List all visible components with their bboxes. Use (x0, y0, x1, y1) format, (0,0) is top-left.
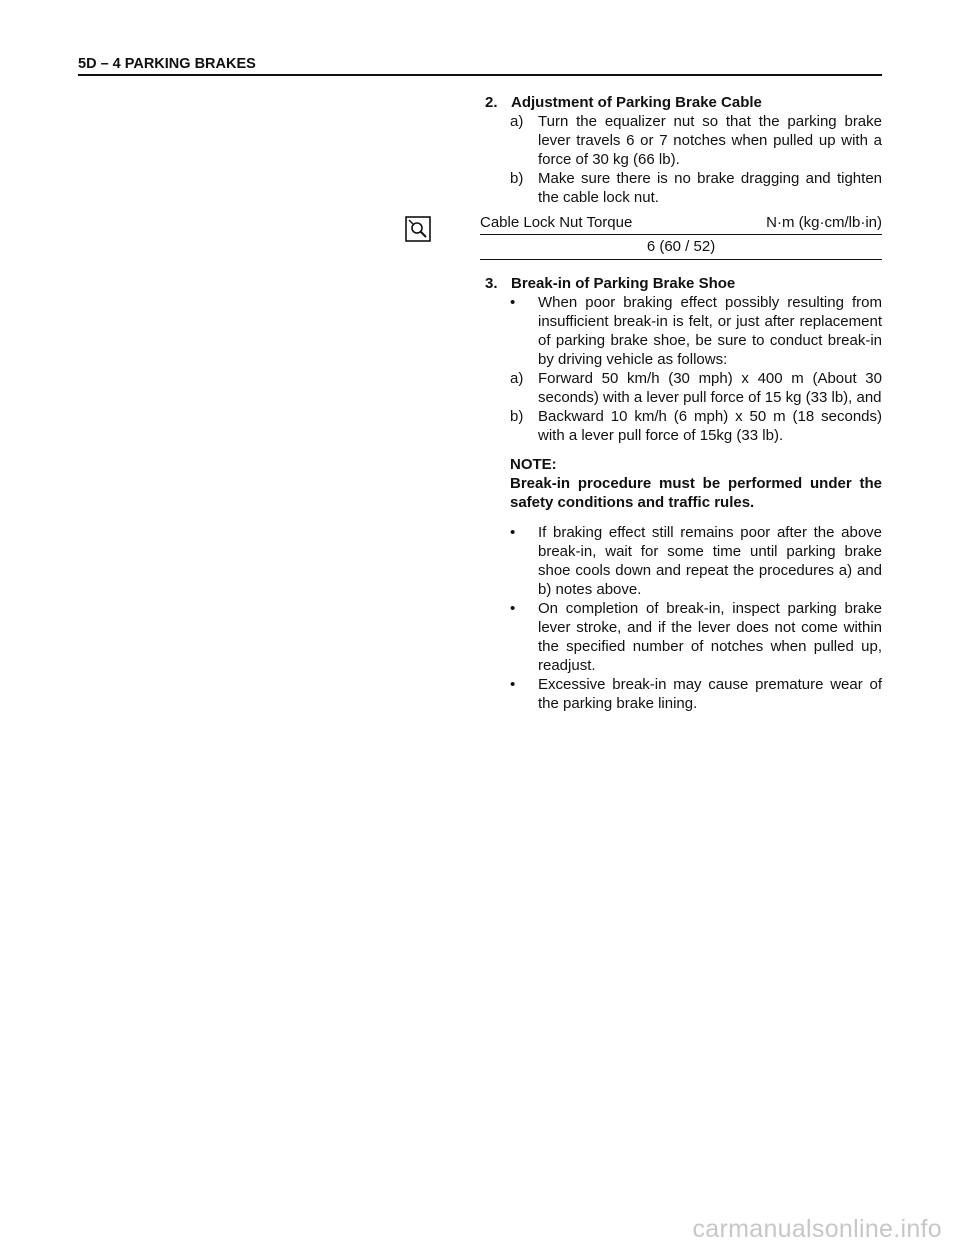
list-item (480, 599, 882, 675)
list-item (480, 112, 882, 169)
section-title: Break-in of Parking Brake Shoe (511, 275, 736, 292)
bullet-list (480, 523, 882, 713)
bullet-marker: • (510, 524, 516, 541)
torque-label: Cable Lock Nut Torque (480, 214, 633, 231)
list-item-text: If braking effect still remains poor after the above break-in, wait for some time until parking brake shoe cools down and repeat the procedures a) and b) notes above. (538, 524, 882, 598)
list-item-text: Turn the equalizer nut so that the parking brake lever travels 6 or 7 notches when pulled up with a force of 30 kg (66 lb). (538, 113, 882, 168)
watermark: carmanualsonline.info (692, 1215, 942, 1243)
list-marker: a) (510, 370, 524, 387)
list-marker: b) (510, 170, 524, 187)
list-item-text: Excessive break-in may cause premature wear of the parking brake lining. (538, 676, 882, 712)
note-label: NOTE: (510, 456, 557, 473)
torque-spec-table (480, 213, 882, 260)
section-2-heading (480, 93, 882, 112)
section-3-heading (480, 274, 882, 293)
list-item (480, 523, 882, 599)
list-marker: a) (510, 113, 524, 130)
section-title: Adjustment of Parking Brake Cable (511, 94, 762, 111)
note-block (480, 455, 882, 512)
list-item (480, 293, 882, 369)
torque-table-header (480, 213, 882, 235)
list-marker: b) (510, 408, 524, 425)
section-number: 2. (485, 94, 498, 111)
page-header (78, 54, 882, 76)
list-item (480, 369, 882, 407)
torque-unit: N·m (kg·cm/lb·in) (766, 214, 882, 231)
list-item (480, 675, 882, 713)
torque-value: 6 (60 / 52) (480, 235, 882, 260)
list-item (480, 407, 882, 445)
list-item-text: Backward 10 km/h (6 mph) x 50 m (18 seconds) with a lever pull force of 15kg (33 lb). (538, 408, 882, 444)
bullet-marker: • (510, 294, 516, 311)
list-item-text: Forward 50 km/h (30 mph) x 400 m (About 30 seconds) with a lever pull force of 15 kg (33 lb), and (538, 370, 882, 406)
main-content (480, 93, 882, 713)
bullet-marker: • (510, 676, 516, 693)
torque-spec-icon (405, 216, 431, 242)
list-item-text: On completion of break-in, inspect parking brake lever stroke, and if the lever does not come within the specified number of notches when pulled up, readjust. (538, 600, 882, 674)
bullet-marker: • (510, 600, 516, 617)
note-text: Break-in procedure must be performed under the safety conditions and traffic rules. (510, 475, 882, 511)
list-item-text: Make sure there is no brake dragging and tighten the cable lock nut. (538, 170, 882, 206)
page-title: 5D – 4 PARKING BRAKES (78, 56, 256, 72)
list-item-text: When poor braking effect possibly resulting from insufficient break-in is felt, or just after replacement of parking brake shoe, be sure to conduct break-in by driving vehicle as follows: (538, 294, 882, 368)
section-number: 3. (485, 275, 498, 292)
list-item (480, 169, 882, 207)
